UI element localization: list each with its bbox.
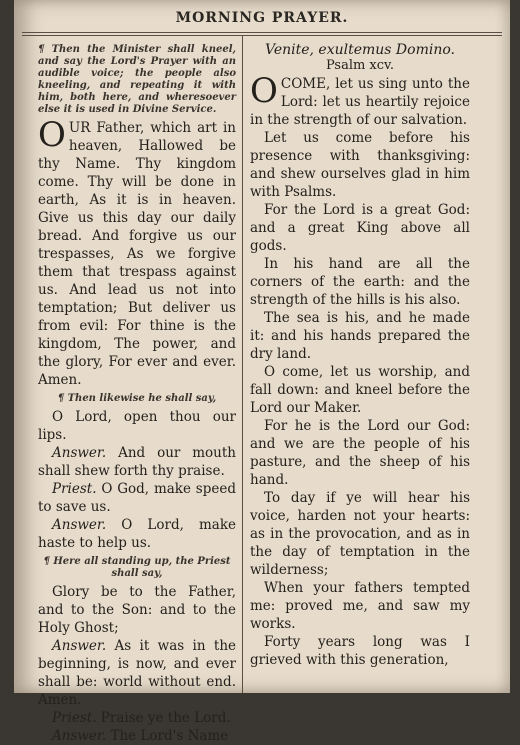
venite-verse-6: O come, let us worship, and fall down: and kneel before the Lord our Maker. (250, 364, 470, 416)
versicle-make-speed: Priest. O God, make speed to save us. (38, 481, 236, 515)
speaker-label: Answer. (52, 638, 107, 654)
response-haste: Answer. O Lord, make haste to help us. (38, 517, 236, 551)
left-column (38, 40, 236, 744)
header-rule-double (22, 35, 502, 36)
lords-prayer-text: Father, which art in heaven, Hallowed be thy Name. Thy kingdom come. Thy will be done in earth, As it is in heaven. Give us this day our daily bread. And forgive us our trespasses, As we forgive them that trespass against us. And lead us not into temptation; But deliver us from evil: For thine is the kingdom, The power, and the glory, For ever and ever. Amen. (38, 120, 236, 388)
response-mouth: Answer. And our mouth shall shew forth thy praise. (38, 445, 236, 479)
canticle-title: Venite, exultemus Domino. (265, 42, 455, 58)
versicle-praise: Priest. Praise ye the Lord. (52, 710, 231, 726)
venite-verse-10: Forty years long was I grieved with this generation, (250, 634, 470, 668)
response-lords-name: Answer. The Lord's Name (52, 728, 229, 744)
venite-verse-4: In his hand are all the corners of the earth: and the strength of the hills is his also. (250, 256, 470, 308)
response-world-without-end: Answer. As it was in the beginning, is now, and ever shall be: world without end. Amen. (38, 638, 236, 708)
lords-prayer (38, 115, 236, 389)
venite-first-word: COME, (280, 76, 331, 92)
lords-prayer-first-word: UR (68, 120, 91, 136)
venite-verse-5: The sea is his, and he made it: and his hands prepared the dry land. (250, 310, 470, 362)
drop-cap: O (38, 115, 66, 155)
versicle-open-lips: O Lord, open thou our lips. (38, 409, 236, 443)
drop-cap: O (250, 71, 278, 111)
rubric-kneel: ¶ Then the Minister shall kneel, and say the Lord's Prayer with an audible voice; the people also kneeling, and repeating it with him, both here, and wheresoever else it is used in Divine Service. (38, 44, 236, 115)
venite-verse-2: Let us come before his presence with thanksgiving: and shew ourselves glad in him with Psalms. (250, 130, 470, 200)
gloria-patri: Glory be to the Father, and to the Son: and to the Holy Ghost; (38, 584, 236, 636)
column-divider (242, 36, 243, 693)
right-column (250, 40, 470, 693)
running-head: MORNING PRAYER. (175, 10, 349, 26)
speaker-label: Priest. (52, 481, 97, 497)
venite-verse-7: For he is the Lord our God: and we are the people of his pasture, and the sheep of his hand. (250, 418, 470, 488)
header-rule (22, 32, 502, 33)
venite-verse-1: OCOME, let us sing unto the Lord: let us heartily rejoice in the strength of our salvation. (250, 71, 470, 128)
speaker-label: Answer. (52, 728, 107, 744)
speaker-label: Answer. (52, 445, 107, 461)
venite-verse-8: To day if ye will hear his voice, harden not your hearts: as in the provocation, and as in the day of temptation in the wilderness; (250, 490, 470, 578)
rubric-likewise: ¶ Then likewise he shall say, (57, 393, 217, 404)
venite-verse-3: For the Lord is a great God: and a great King above all gods. (250, 202, 470, 254)
book-page (14, 0, 510, 744)
rubric-standing: ¶ Here all standing up, the Priest shall say, (43, 556, 231, 579)
venite-verse-9: When your fathers tempted me: proved me, and saw my works. (250, 580, 470, 632)
speaker-label: Answer. (52, 517, 107, 533)
psalm-number: Psalm xcv. (326, 58, 394, 73)
speaker-label: Priest. (52, 710, 97, 726)
